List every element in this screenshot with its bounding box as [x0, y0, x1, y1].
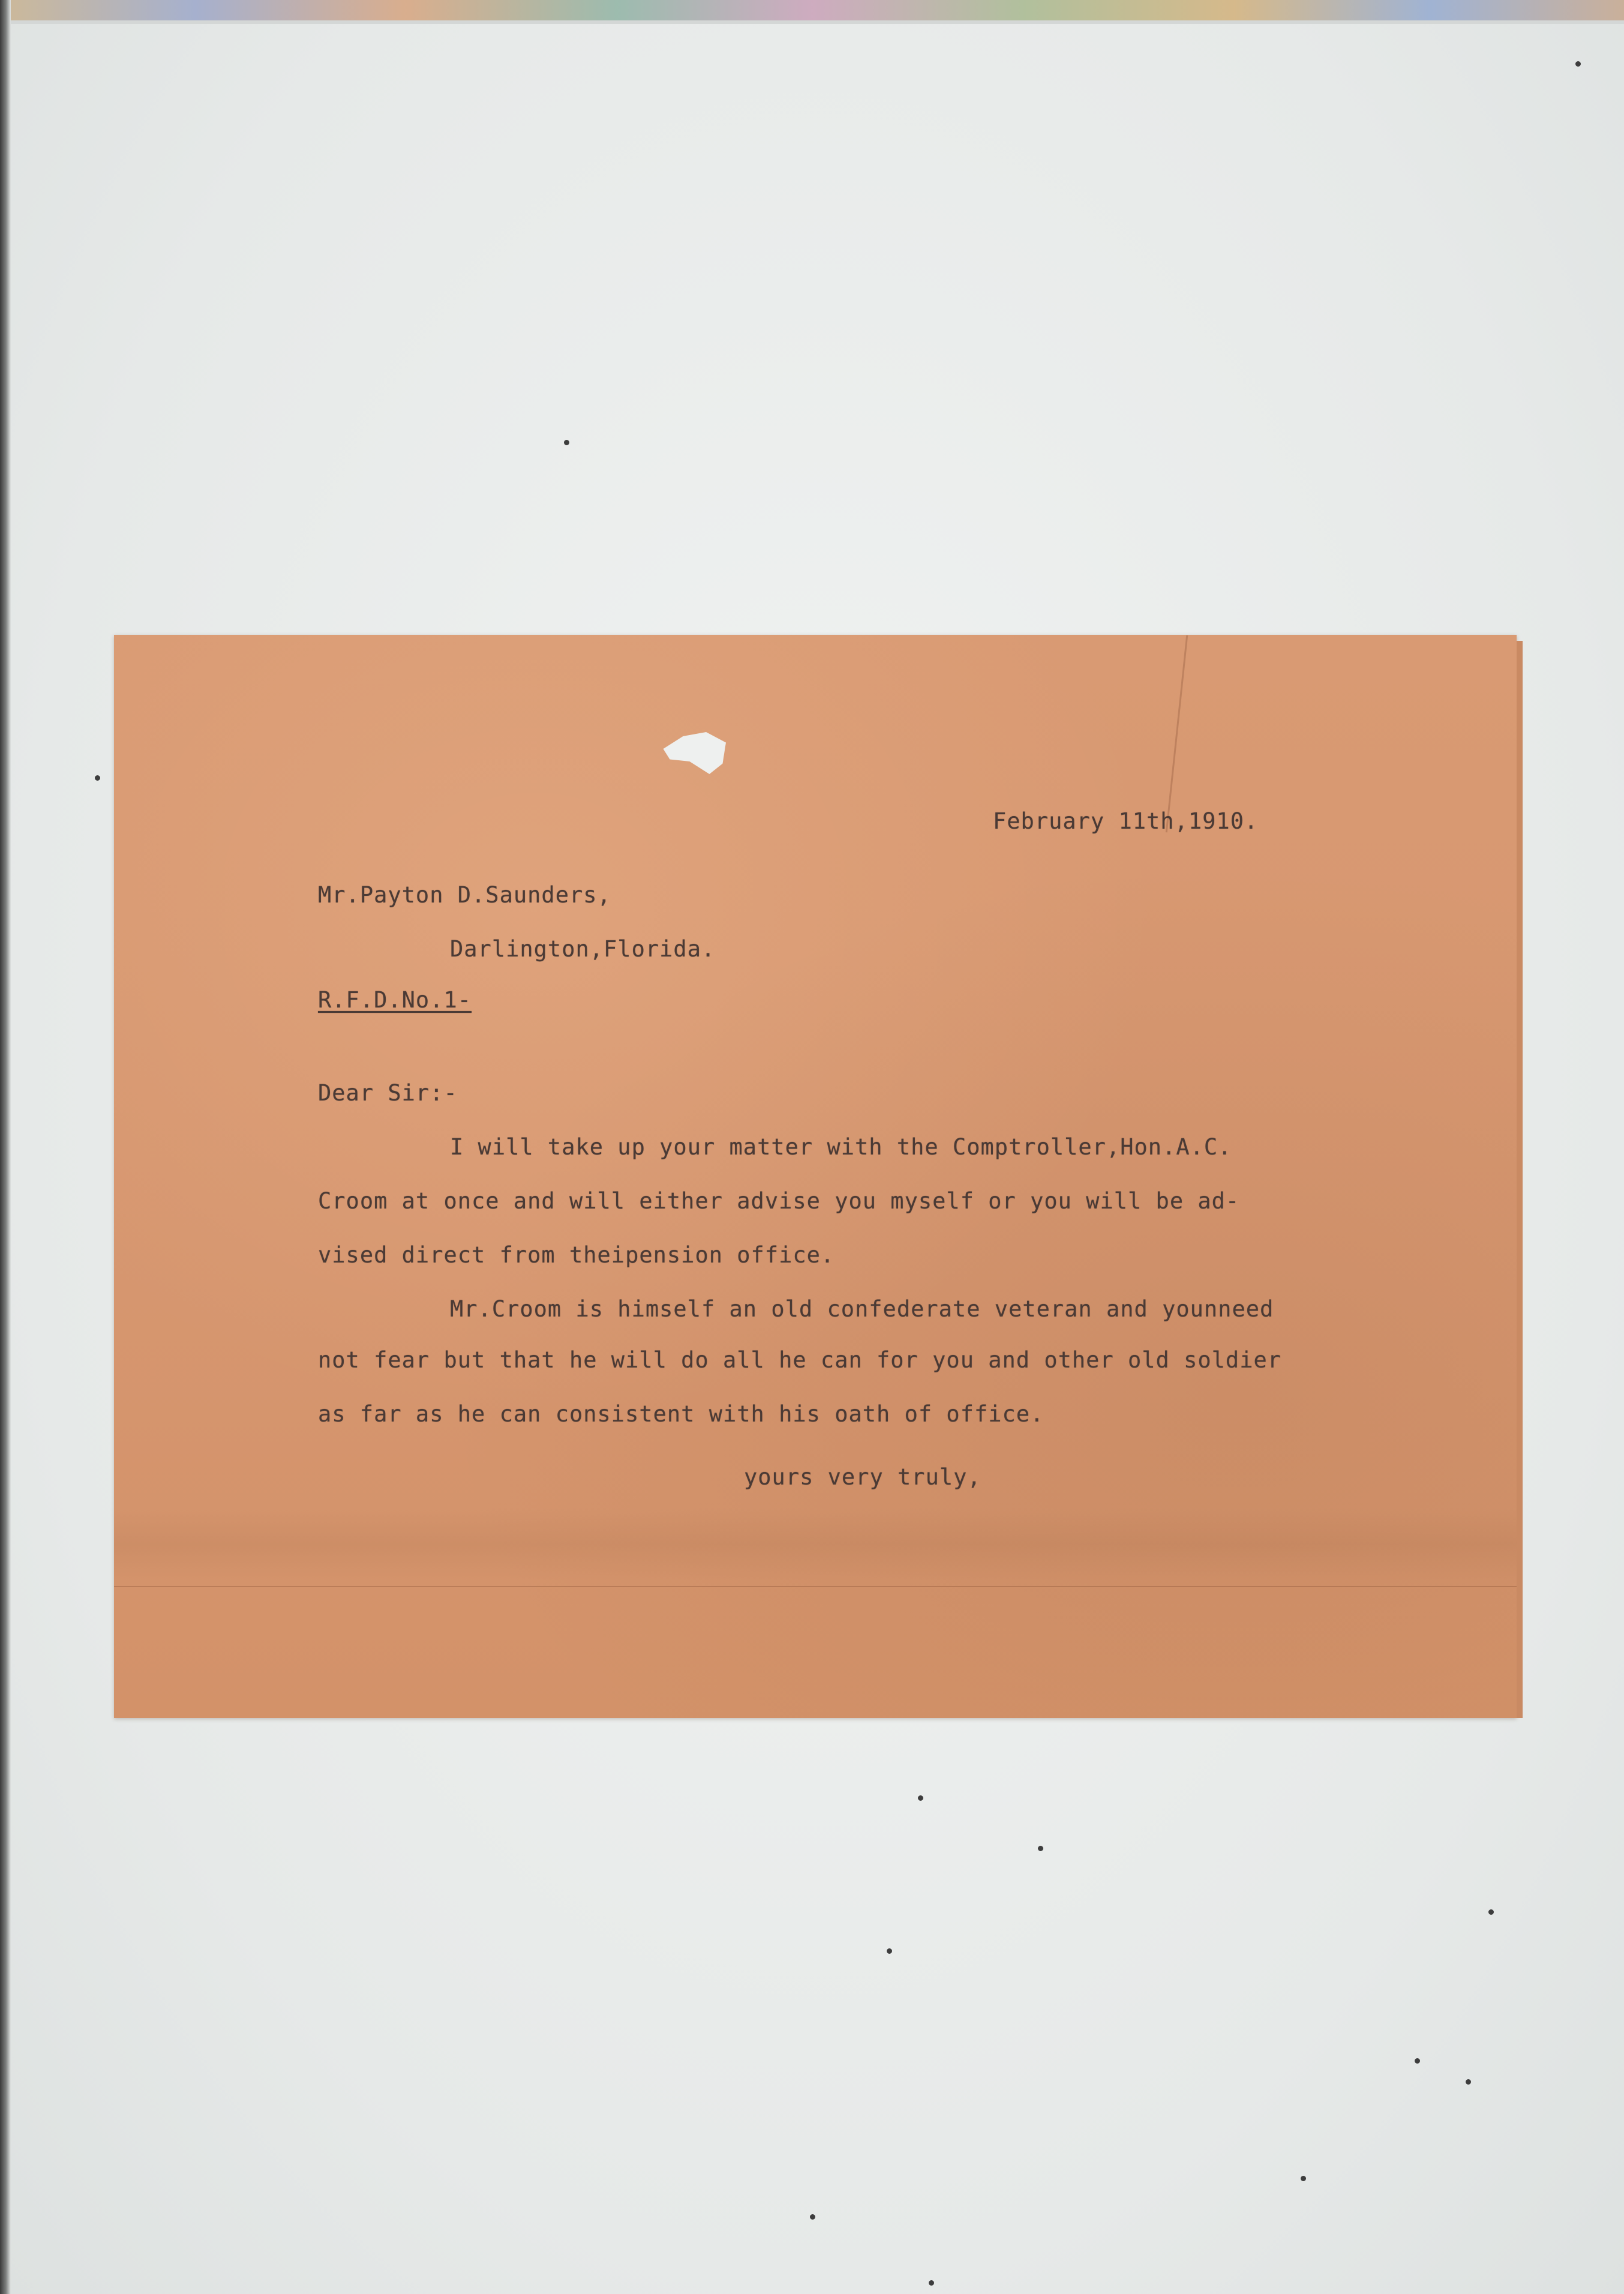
body-line: as far as he can consistent with his oath of office. [318, 1401, 1044, 1427]
body-line: not fear but that he will do all he can for you and other old soldier [318, 1347, 1282, 1373]
dust-speck [1038, 1846, 1043, 1851]
salutation: Dear Sir:- [318, 1080, 458, 1106]
body-line: Croom at once and will either advise you myself or you will be ad- [318, 1188, 1240, 1214]
recipient-name: Mr.Payton D.Saunders, [318, 882, 611, 908]
paper-crease [114, 1586, 1517, 1587]
scanner-color-strip [0, 0, 1624, 20]
dust-speck [1301, 2176, 1306, 2181]
recipient-route: R.F.D.No.1- [318, 987, 472, 1013]
dust-speck [1466, 2079, 1471, 2085]
dust-speck [1575, 61, 1581, 67]
scan-left-edge [0, 0, 11, 2294]
body-line: I will take up your matter with the Comptroller,Hon.A.C. [450, 1134, 1232, 1160]
torn-hole [660, 732, 726, 774]
dust-speck [918, 1795, 923, 1801]
dust-speck [810, 2214, 815, 2220]
body-line: vised direct from theipension office. [318, 1242, 835, 1268]
dust-speck [1415, 2058, 1420, 2064]
letter-sheet-edge [1517, 641, 1523, 1718]
closing: yours very truly, [744, 1464, 981, 1490]
letter-sheet [114, 635, 1517, 1718]
paper-crease [1166, 635, 1188, 833]
letter-date: February 11th,1910. [993, 808, 1259, 834]
recipient-city: Darlington,Florida. [450, 936, 716, 962]
dust-speck [95, 775, 100, 781]
dust-speck [887, 1948, 892, 1954]
body-line: Mr.Croom is himself an old confederate veteran and younneed [450, 1296, 1274, 1322]
dust-speck [564, 440, 569, 445]
dust-speck [1488, 1909, 1494, 1915]
dust-speck [929, 2280, 934, 2286]
